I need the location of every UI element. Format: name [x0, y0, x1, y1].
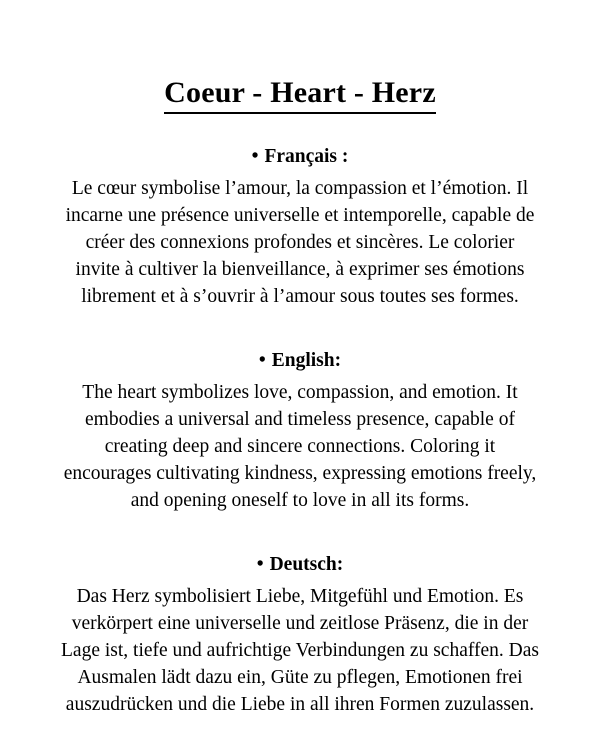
section-english: [61, 350, 539, 514]
section-heading-francais: [61, 146, 539, 168]
bullet-icon: •: [258, 350, 266, 371]
section-body-francais: Le cœur symbolise l’amour, la compassion et l’émotion. Il incarne une présence universelle et intemporelle, capable de créer des connexions profondes et sincères. Le colorier invite à cultiver la bienveillance, à exprimer ses émotions librement et à s’ouvrir à l’amour sous toutes ses formes.: [65, 178, 535, 307]
section-francais: [61, 146, 539, 310]
page-title-text: Coeur - Heart - Herz: [164, 76, 436, 114]
section-body-english: The heart symbolizes love, compassion, and emotion. It embodies a universal and timeless presence, capable of creating deep and sincere connections. Coloring it encourages cultivating kindness, expressing emotions freely, and opening oneself to love in all its forms.: [63, 382, 537, 511]
section-body-deutsch: Das Herz symbolisiert Liebe, Mitgefühl und Emotion. Es verkörpert eine universelle und zeitlose Präsenz, die in der Lage ist, tiefe und aufrichtige Verbindungen zu schaffen. Das Ausmalen lädt dazu ein, Güte zu pflegen, Emotionen frei auszudrücken und die Liebe in all ihren Formen zuzulassen.: [61, 586, 539, 715]
section-heading-label: Deutsch:: [269, 554, 344, 575]
section-heading-deutsch: [61, 554, 539, 576]
section-heading-label: English:: [271, 350, 342, 371]
section-heading-english: [61, 350, 539, 372]
bullet-icon: •: [251, 146, 259, 167]
section-deutsch: [61, 554, 539, 718]
section-heading-label: Français :: [264, 146, 349, 167]
bullet-icon: •: [256, 554, 264, 575]
page-title: [0, 76, 600, 114]
